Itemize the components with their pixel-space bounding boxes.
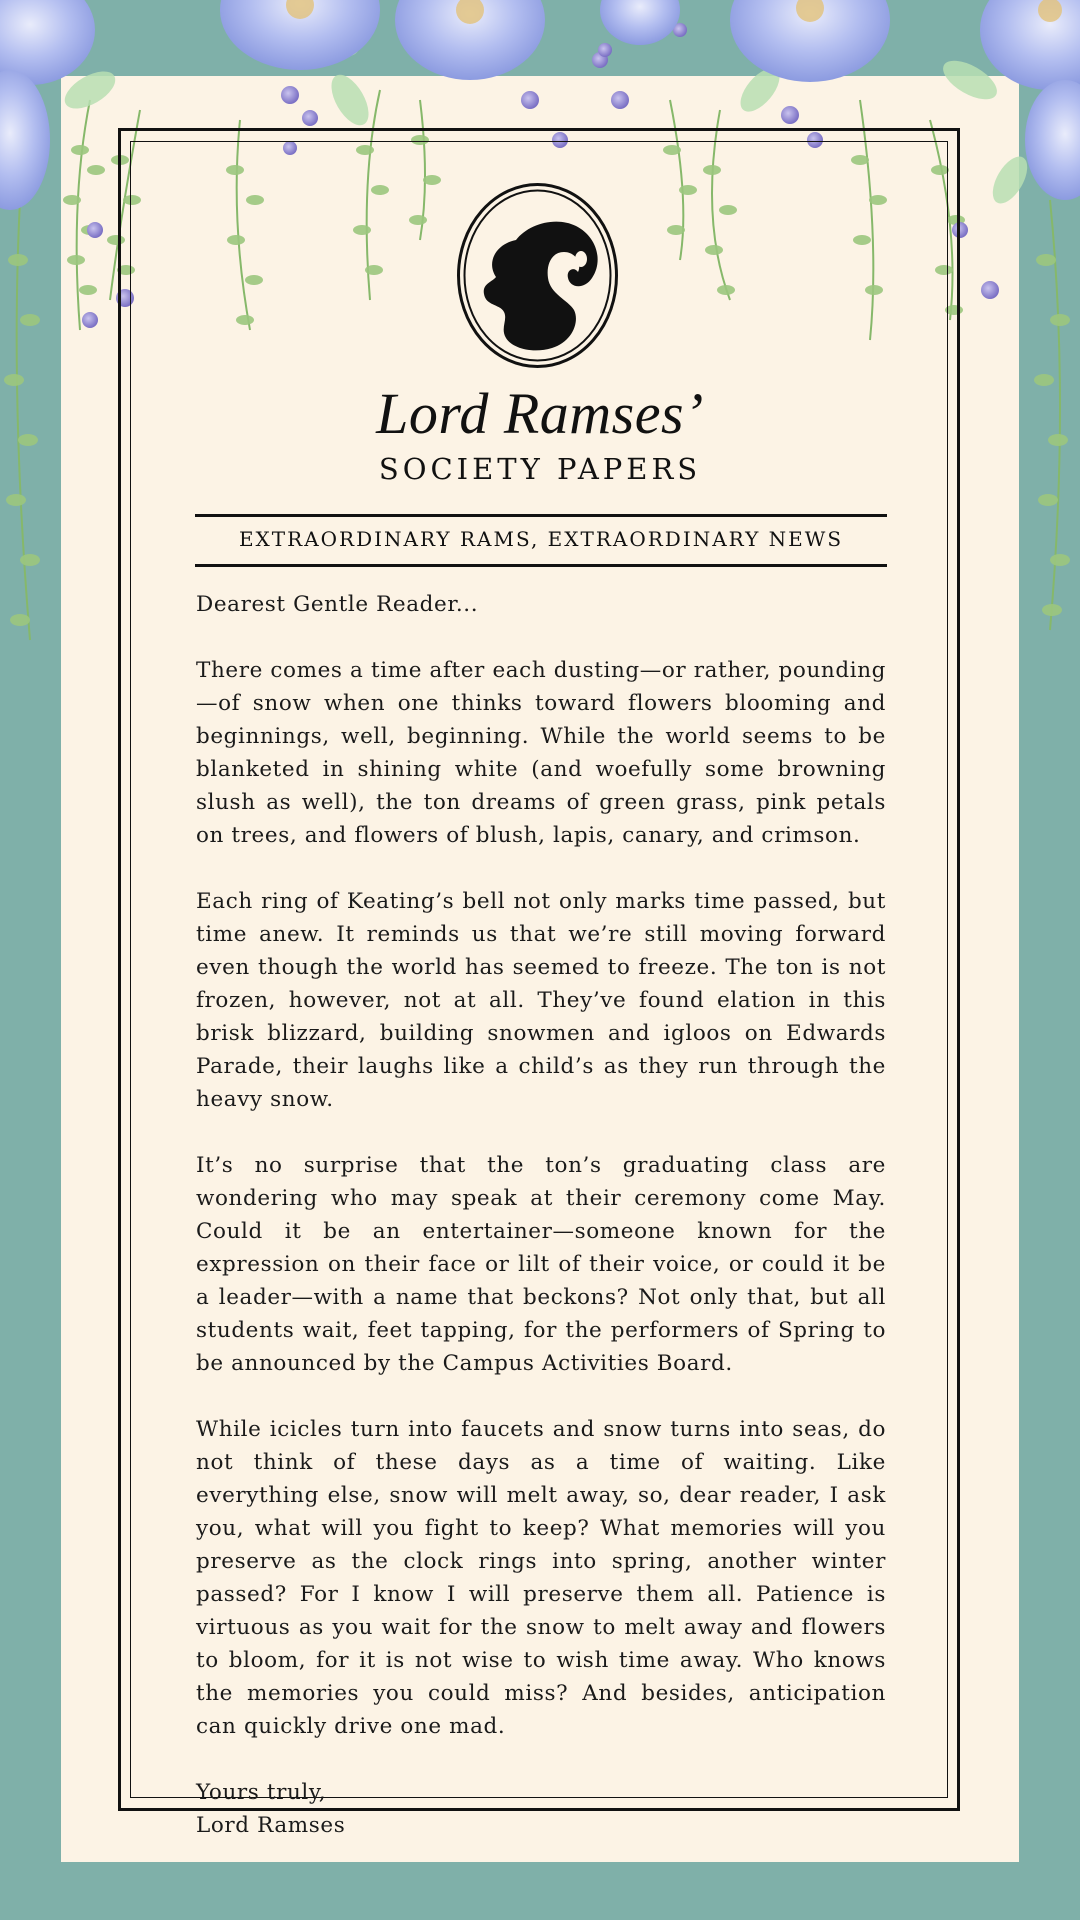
letter-paragraph: There comes a time after each dusting—or rather, pounding—of snow when one thinks toward flowers blooming and beginnings, well, beginning. While the world seems to be blanketed in shining white (and woefully some browning slush as well), the ton dreams of green grass, pink petals on trees, and flowers of blush, lapis, canary, and crimson. [196, 658, 886, 848]
ram-head-silhouette-icon [456, 182, 619, 369]
letter-signature: Lord Ramses [196, 1813, 346, 1838]
letter-body [196, 588, 886, 1842]
letter-paragraph: Each ring of Keating’s bell not only marks time passed, but time anew. It reminds us that we’re still moving forward even though the world has seemed to freeze. The ton is not frozen, however, not at all. They’ve found elation in this brisk blizzard, building snowmen and igloos on Edwards Parade, their laughs like a child’s as they run through the heavy snow. [196, 889, 886, 1112]
masthead-title: Lord Ramses’ [376, 381, 704, 446]
letter-paragraph: It’s no surprise that the ton’s graduating class are wondering who may speak at their ceremony come May. Could it be an entertainer—someone known for the expression on their face or lilt of their voice, or could it be a leader—with a name that beckons? Not only that, but all students wait, feet tapping, for the performers of Spring to be announced by the Campus Activities Board. [196, 1153, 886, 1376]
tagline-bottom-rule [195, 564, 887, 567]
masthead-subtitle: SOCIETY PAPERS [378, 452, 702, 486]
tagline-top-rule [195, 514, 887, 517]
letter-closing: Yours truly, [196, 1780, 327, 1805]
letter-greeting: Dearest Gentle Reader... [196, 592, 479, 617]
tagline: EXTRAORDINARY RAMS, EXTRAORDINARY NEWS [238, 527, 844, 551]
letter-paragraph: While icicles turn into faucets and snow turns into seas, do not think of these days as a time of waiting. Like everything else, snow will melt away, so, dear reader, I ask you, what will you fight to keep? What memories will you preserve as the clock rings into spring, another winter passed? For I know I will preserve them all. Patience is virtuous as you wait for the snow to melt away and flowers to bloom, for it is not wise to wish time away. Who knows the memories you could miss? And besides, anticipation can quickly drive one mad. [196, 1417, 886, 1739]
